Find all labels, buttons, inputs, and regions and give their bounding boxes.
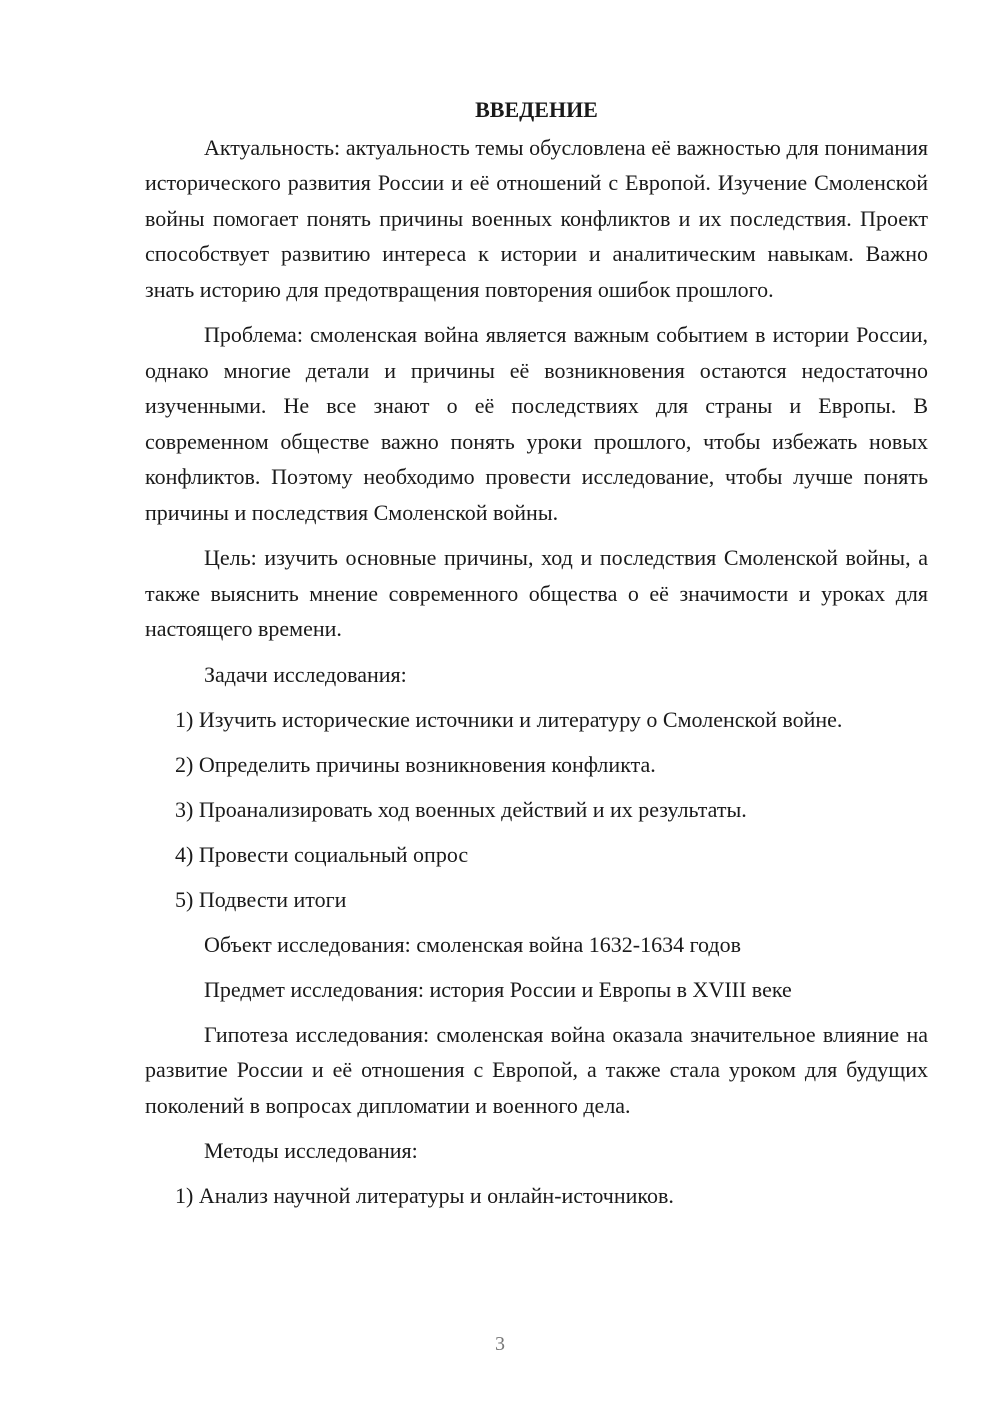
research-subject: Предмет исследования: история России и Европы в XVIII веке xyxy=(204,976,792,1002)
task-item-5: 5) Подвести итоги xyxy=(175,886,347,912)
document-page xyxy=(145,92,928,1223)
methods-heading: Методы исследования: xyxy=(204,1138,418,1163)
task-item-1: 1) Изучить исторические источники и литературу о Смоленской войне. xyxy=(175,706,843,732)
hypothesis-paragraph: Гипотеза исследования: смоленская война оказала значительное влияние на развитие России и её отношения с Европой, а также стала уроком для будущих поколений в вопросах дипломатии и военного дела. xyxy=(145,1021,928,1118)
problem-paragraph: Проблема: смоленская война является важным событием в истории России, однако многие детали и причины её возникновения остаются недостаточно изученными. Не все знают о её последствиях для страны и Европы. В современном обществе важно понять уроки прошлого, чтобы избежать новых конфликтов. Поэтому необходимо провести исследование, чтобы лучше понять причины и последствия Смоленской войны. xyxy=(145,322,928,525)
goal-paragraph: Цель: изучить основные причины, ход и последствия Смоленской войны, а также выяснить мнение современного общества о её значимости и уроках для настоящего времени. xyxy=(145,545,928,641)
tasks-heading: Задачи исследования: xyxy=(204,661,407,687)
task-item-4: 4) Провести социальный опрос xyxy=(175,841,469,867)
relevance-paragraph: Актуальность: актуальность темы обусловлена её важностью для понимания исторического развития России и её отношений с Европой. Изучение Смоленской войны помогает понять причины военных конфликтов и их последствия. Проект способствует развитию интереса к истории и аналитическим навыкам. Важно знать историю для предотвращения повторения ошибок прошлого. xyxy=(145,134,928,302)
method-item-1: 1) Анализ научной литературы и онлайн-источников. xyxy=(175,1183,674,1208)
research-object: Объект исследования: смоленская война 1632-1634 годов xyxy=(204,931,741,957)
task-item-2: 2) Определить причины возникновения конфликта. xyxy=(175,751,656,777)
section-title: ВВЕДЕНИЕ xyxy=(475,97,598,122)
task-item-3: 3) Проанализировать ход военных действий и их результаты. xyxy=(175,796,747,822)
page-number: 3 xyxy=(495,1333,505,1355)
